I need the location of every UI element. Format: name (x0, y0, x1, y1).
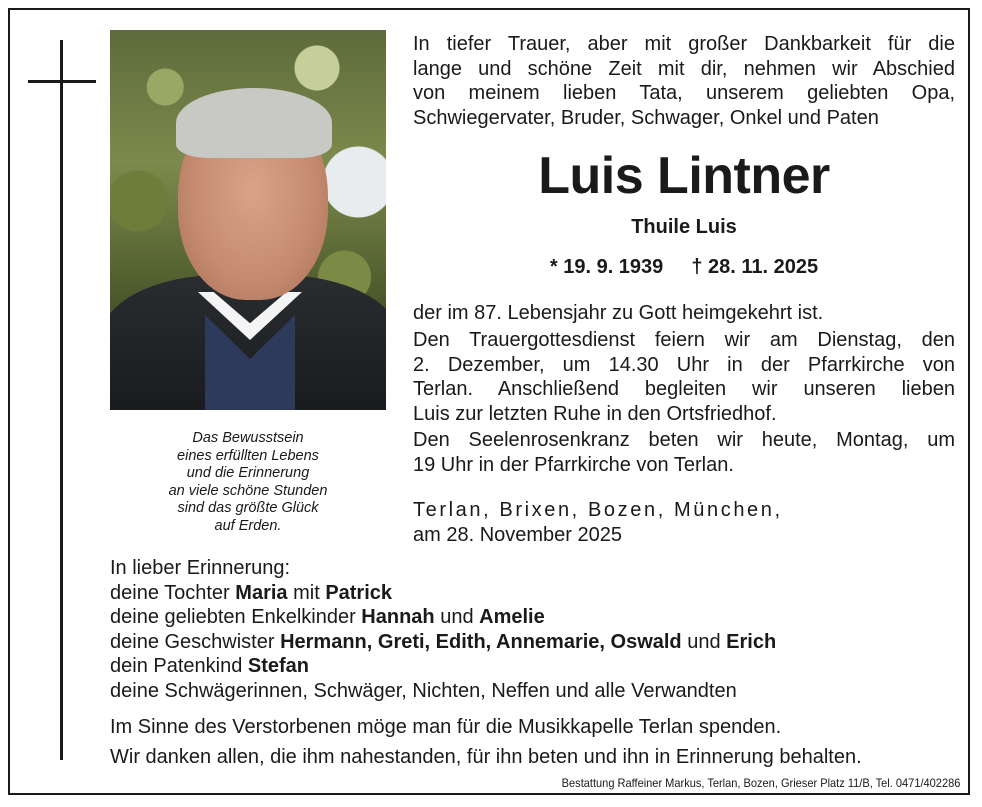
deceased-name: Luis Lintner (538, 147, 830, 205)
memory-line: deine Schwägerinnen, Schwäger, Nichten, Neffen und alle Verwandten (110, 679, 737, 702)
places-block (413, 498, 955, 547)
rosary-paragraph (413, 428, 955, 477)
deceased-alias: Thuile Luis (631, 216, 737, 238)
memory-line: deine Tochter Maria mit Patrick (110, 581, 393, 604)
quote-line: an viele schöne Stunden (168, 482, 328, 499)
age-line (413, 301, 955, 326)
service-line: Den Trauergottesdienst feiern wir am Dienstag, den (413, 329, 955, 351)
memory-list (110, 556, 960, 703)
life-dates (413, 256, 955, 279)
date-line: am 28. November 2025 (413, 523, 623, 546)
death-date: † 28. 11. 2025 (691, 256, 819, 278)
quote-line: auf Erden. (214, 517, 282, 534)
birth-date: * 19. 9. 1939 (549, 256, 664, 278)
intro-line: In tiefer Trauer, aber mit großer Dankbarkeit für die (413, 33, 955, 55)
service-line: Luis zur letzten Ruhe in den Ortsfriedhof. (413, 402, 777, 425)
rosary-line: 19 Uhr in der Pfarrkirche von Terlan. (413, 453, 734, 476)
intro-line: Schwiegervater, Bruder, Schwager, Onkel und Paten (413, 106, 879, 129)
cross-icon-bar (28, 80, 96, 83)
memory-line: deine geliebten Enkelkinder Hannah und Amelie (110, 606, 545, 628)
closing-paragraph (110, 712, 960, 772)
closing-line: Wir danken allen, die ihm nahestanden, für ihn beten und ihn in Erinnerung behalten. (110, 746, 862, 768)
closing-line: Im Sinne des Verstorbenen möge man für die Musikkapelle Terlan spenden. (110, 716, 782, 738)
memory-heading: In lieber Erinnerung: (110, 557, 291, 579)
portrait-photo (110, 30, 386, 410)
age-text: der im 87. Lebensjahr zu Gott heimgekehrt ist. (413, 302, 824, 324)
memory-line: dein Patenkind Stefan (110, 655, 310, 677)
service-line: 2. Dezember, um 14.30 Uhr in der Pfarrkirche von (413, 353, 955, 376)
intro-paragraph (413, 32, 955, 130)
intro-line: lange und schöne Zeit mit dir, nehmen wir Abschied (413, 57, 955, 80)
cross-icon (60, 40, 63, 760)
service-paragraph (413, 328, 955, 426)
quote-line: eines erfüllten Lebens (177, 447, 319, 464)
quote-line: Das Bewusstsein (192, 430, 304, 446)
intro-line: von meinem lieben Tata, unserem geliebten Opa, (413, 82, 955, 104)
places-line: Terlan, Brixen, Bozen, München, (413, 499, 783, 521)
service-line: Terlan. Anschließend begleiten wir unseren lieben (413, 378, 955, 400)
quote-line: sind das größte Glück (177, 500, 319, 517)
funeral-home-footer: Bestattung Raffeiner Markus, Terlan, Bozen, Grieser Platz 11/B, Tel. 0471/402286 (561, 776, 960, 790)
memorial-quote (110, 430, 386, 536)
rosary-line: Den Seelenrosenkranz beten wir heute, Montag, um (413, 429, 955, 451)
quote-line: und die Erinnerung (186, 465, 310, 482)
memory-line: deine Geschwister Hermann, Greti, Edith, Annemarie, Oswald und Erich (110, 630, 777, 653)
